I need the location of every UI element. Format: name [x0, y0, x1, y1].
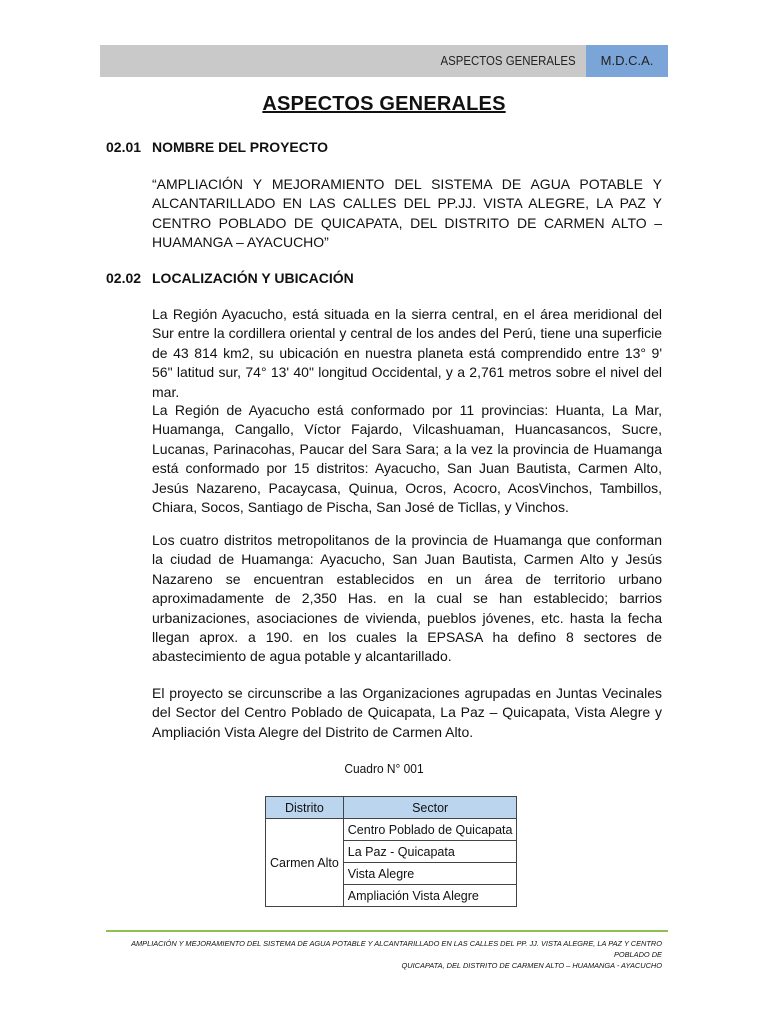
page-header — [100, 45, 668, 77]
table-caption: Cuadro N° 001 — [344, 761, 424, 776]
paragraph-scope: El proyecto se circunscribe a las Organizaciones agrupadas en Juntas Vecinales del Sector del Centro Poblado de Quicapata, La Paz – Quicapata, Vista Alegre y Ampliación Vista Alegre del Distrito de Carmen Alto. — [152, 685, 662, 740]
footer-divider — [106, 930, 668, 932]
section-title-2: LOCALIZACIÓN Y UBICACIÓN — [152, 270, 354, 286]
column-header-sector: Sector — [343, 797, 517, 819]
paragraph-provinces: La Región de Ayacucho está conformado por 11 provincias: Huanta, La Mar, Huamanga, Cangallo, Víctor Fajardo, Vilcashuaman, Huancasancos, Sucre, Lucanas, Parinacohas, Paucar del Sara Sara; a la vez la provincia de Huamanga está conformado por 15 distritos: Ayacucho, San Juan Bautista, Carmen Alto, Jesús Nazareno, Pacaycasa, Quinua, Ocros, Acocro, AcosVinchos, Tambillos, Chiara, Socos, Santiago de Pischa, San José de Ticllas, y Vinchos. — [152, 402, 662, 516]
table-row — [266, 819, 517, 841]
district-cell: Carmen Alto — [266, 819, 344, 907]
sector-cell: Ampliación Vista Alegre — [343, 885, 517, 907]
column-header-district: Distrito — [266, 797, 344, 819]
sector-table — [265, 796, 517, 907]
sector-cell: Centro Poblado de Quicapata — [343, 819, 517, 841]
table-header-row — [266, 797, 517, 819]
section-title-1: NOMBRE DEL PROYECTO — [152, 139, 329, 155]
footer-line-1: AMPLIACIÓN Y MEJORAMIENTO DEL SISTEMA DE AGUA POTABLE Y ALCANTARILLADO EN LAS CALLES DEL PP. JJ. VISTA ALEGRE, LA PAZ Y CENTRO POBLADO DE — [131, 939, 662, 959]
header-section-label: ASPECTOS GENERALES — [440, 53, 576, 68]
header-code-badge: M.D.C.A. — [586, 45, 668, 77]
page-title: ASPECTOS GENERALES — [262, 93, 506, 115]
paragraph-districts: Los cuatro distritos metropolitanos de la provincia de Huamanga que conforman la ciudad de Huamanga: Ayacucho, San Juan Bautista, Carmen Alto y Jesús Nazareno se encuentran establecidos en un área de territorio urbano aproximadamente de 2,350 Has. en la cual se han establecido; barrios urbanizaciones, asociaciones de vivienda, pueblos jóvenes, etc. hasta la fecha llegan aprox. a 190. en los cuales la EPSASA ha defino 8 sectores de abastecimiento de agua potable y alcantarillado. — [152, 532, 662, 665]
sector-cell: Vista Alegre — [343, 863, 517, 885]
section-number-2: 02.02 — [106, 270, 142, 286]
sector-cell: La Paz - Quicapata — [343, 841, 517, 863]
page-footer — [106, 938, 662, 971]
footer-line-2: QUICAPATA, DEL DISTRITO DE CARMEN ALTO – HUAMANGA - AYACUCHO — [401, 961, 662, 970]
section-number-1: 02.01 — [106, 139, 142, 155]
paragraph-region: La Región Ayacucho, está situada en la sierra central, en el área meridional del Sur entre la cordillera oriental y central de los andes del Perú, tiene una superficie de 43 814 km2, su ubicación en nuestra planeta está comprendido entre 13° 9' 56" latitud sur, 74° 13' 40" longitud Occidental, y a 2,761 metros sobre el nivel del mar. — [152, 306, 662, 400]
project-name-paragraph: “AMPLIACIÓN Y MEJORAMIENTO DEL SISTEMA DE AGUA POTABLE Y ALCANTARILLADO EN LAS CALLES DEL PP.JJ. VISTA ALEGRE, LA PAZ Y CENTRO POBLADO DE QUICAPATA, DEL DISTRITO DE CARMEN ALTO – HUAMANGA – AYACUCHO” — [152, 176, 662, 251]
